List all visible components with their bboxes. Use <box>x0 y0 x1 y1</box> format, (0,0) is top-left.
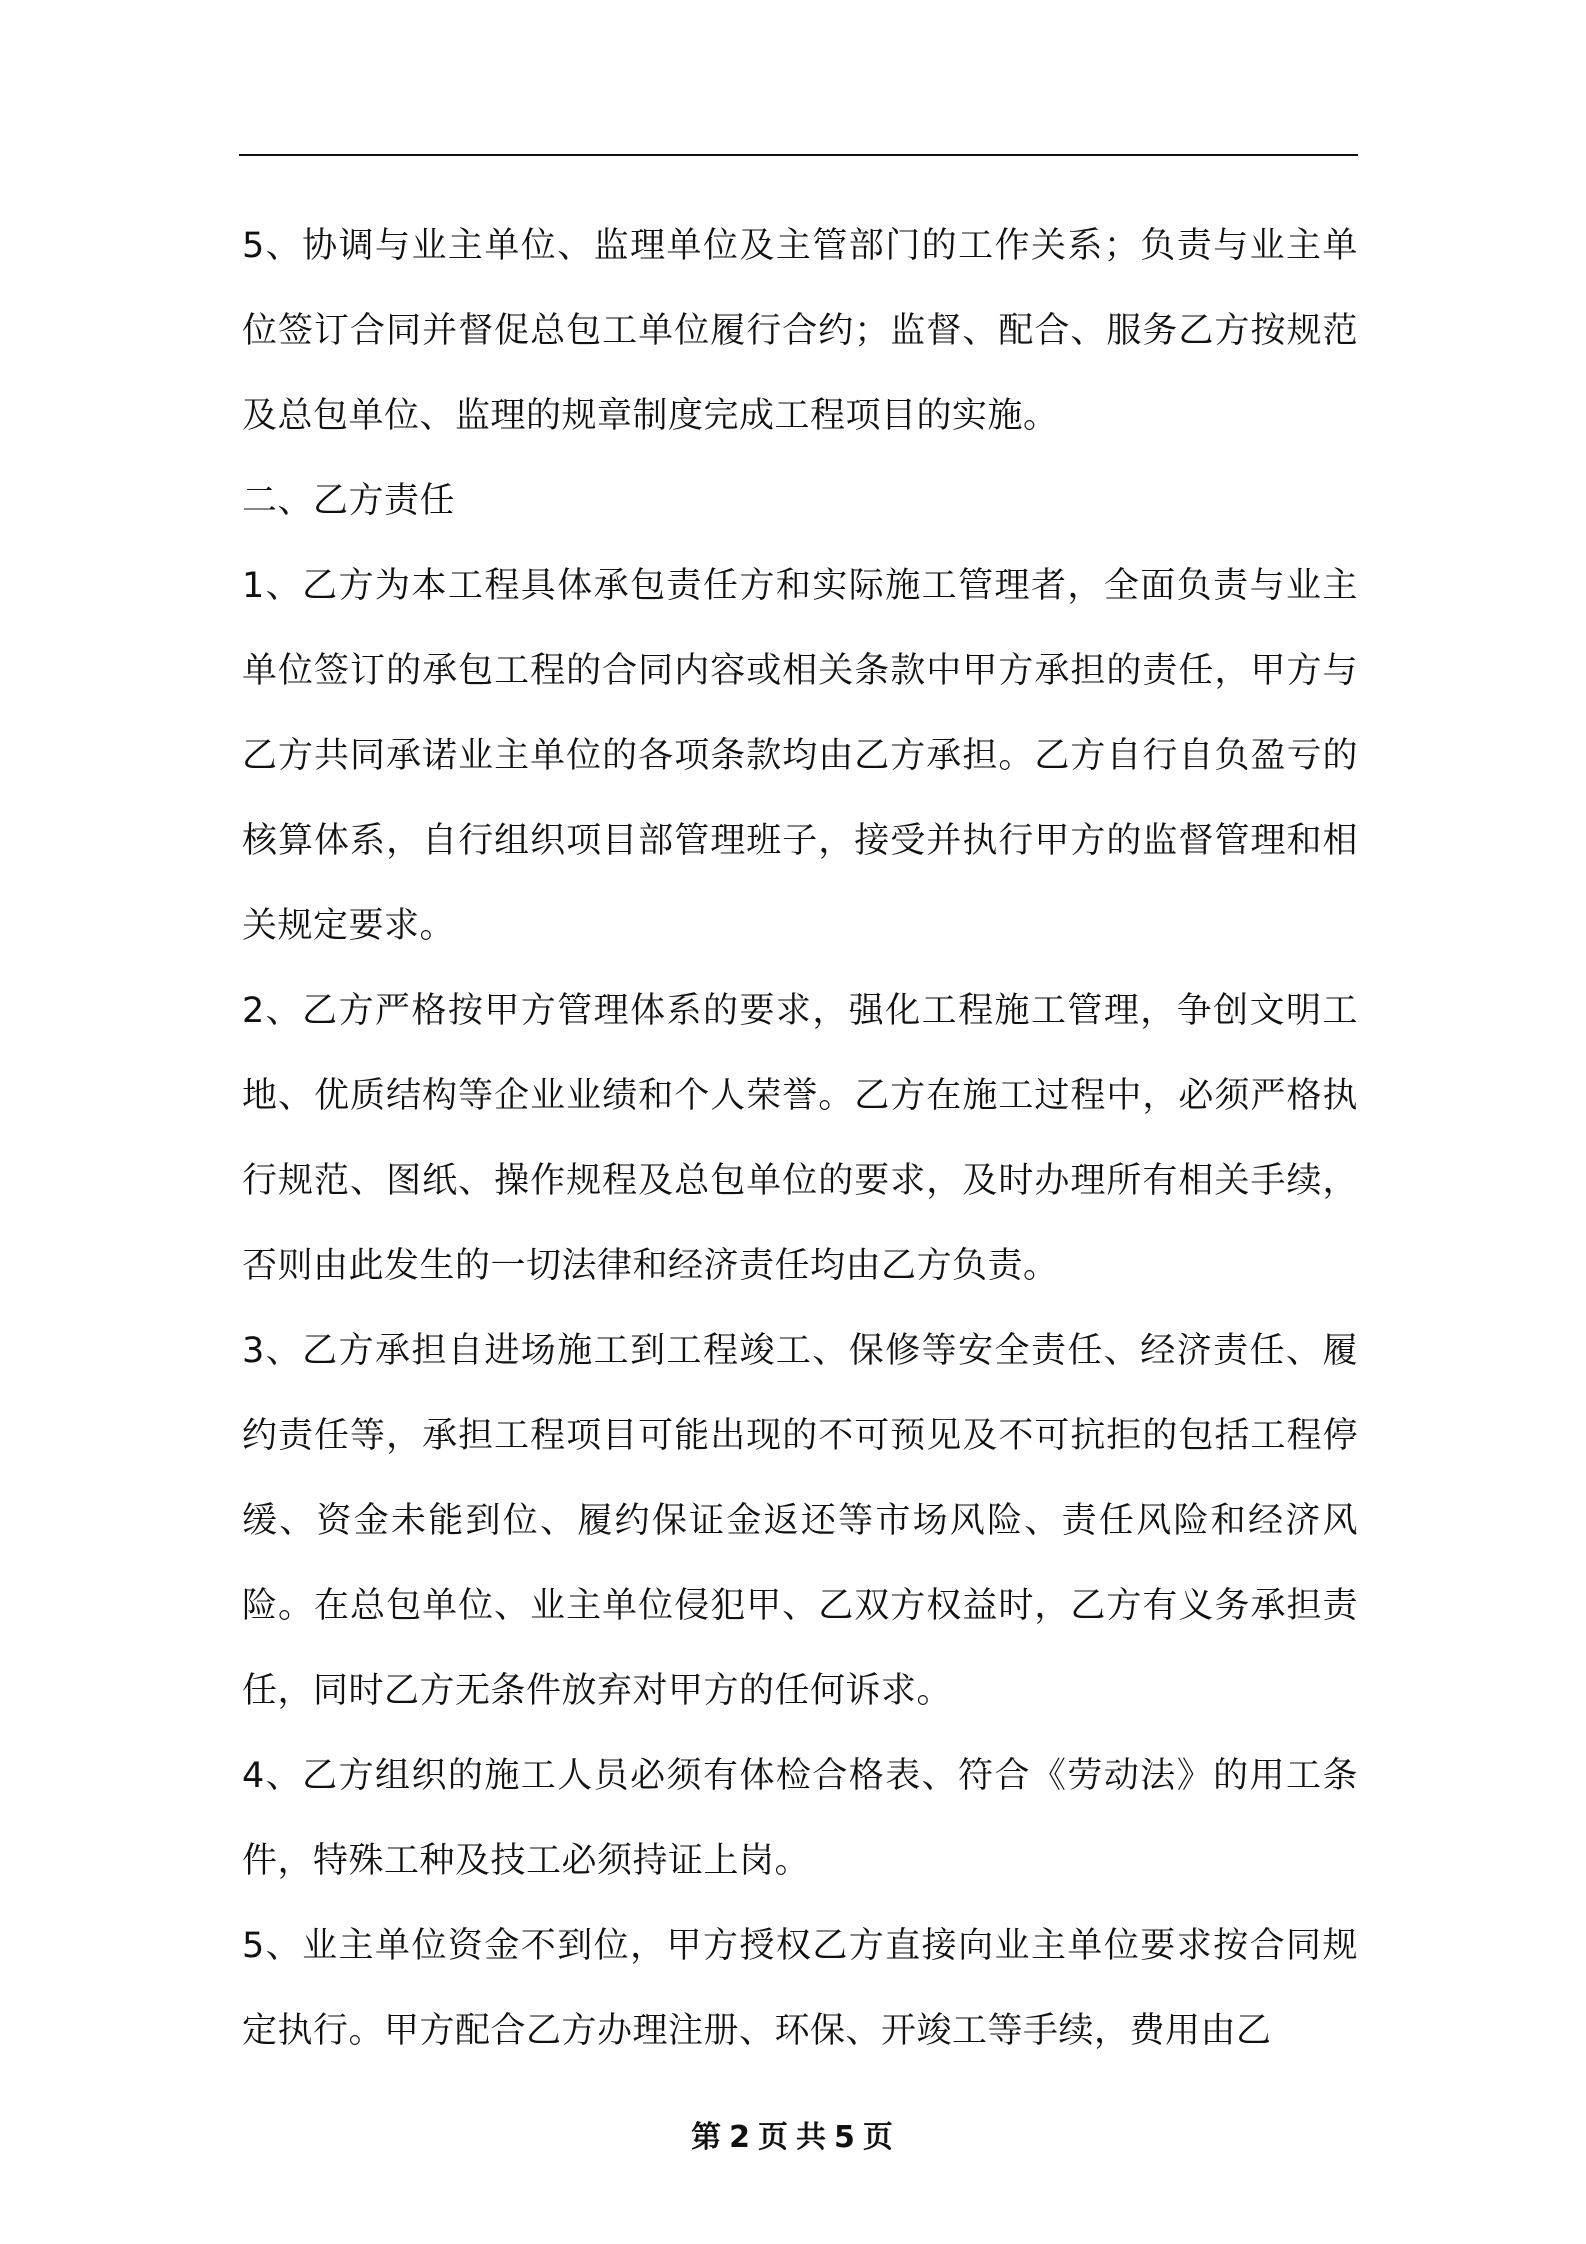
paragraph-clause-1: 1、乙方为本工程具体承包责任方和实际施工管理者，全面负责与业主单位签订的承包工程的合同内容或相关条款中甲方承担的责任，甲方与乙方共同承诺业主单位的各项条款均由乙方承担。乙方自行自负盈亏的核算体系，自行组织项目部管理班子，接受并执行甲方的监督管理和相关规定要求。 <box>242 566 1358 946</box>
footer-total-pages: 5 <box>834 2120 857 2155</box>
footer-current-page: 2 <box>729 2120 752 2155</box>
footer-page-word: 页 <box>758 2120 790 2155</box>
footer-prefix: 第 <box>691 2120 724 2155</box>
paragraph-clause-4: 4、乙方组织的施工人员必须有体检合格表、符合《劳动法》的用工条件，特殊工种及技工必须持证上岗。 <box>242 1756 1358 1881</box>
footer-total-prefix: 共 <box>796 2120 828 2155</box>
paragraph-clause-5: 5、业主单位资金不到位，甲方授权乙方直接向业主单位要求按合同规定执行。甲方配合乙方办理注册、环保、开竣工等手续，费用由乙 <box>242 1926 1358 2051</box>
header-rule <box>239 154 1358 156</box>
paragraph-clause-3: 3、乙方承担自进场施工到工程竣工、保修等安全责任、经济责任、履约责任等，承担工程项目可能出现的不可预见及不可抗拒的包括工程停缓、资金未能到位、履约保证金返还等市场风险、责任风险和经济风险。在总包单位、业主单位侵犯甲、乙双方权益时，乙方有义务承担责任，同时乙方无条件放弃对甲方的任何诉求。 <box>242 1331 1358 1711</box>
page-number-footer <box>0 2112 1586 2156</box>
paragraph-item-5-continued: 5、协调与业主单位、监理单位及主管部门的工作关系；负责与业主单位签订合同并督促总包工单位履行合约；监督、配合、服务乙方按规范及总包单位、监理的规章制度完成工程项目的实施。 <box>242 226 1358 436</box>
footer-page-word-2: 页 <box>862 2120 895 2155</box>
paragraph-clause-2: 2、乙方严格按甲方管理体系的要求，强化工程施工管理，争创文明工地、优质结构等企业业绩和个人荣誉。乙方在施工过程中，必须严格执行规范、图纸、操作规程及总包单位的要求，及时办理所有相关手续，否则由此发生的一切法律和经济责任均由乙方负责。 <box>242 991 1358 1286</box>
document-body <box>242 204 1358 2074</box>
section-heading-party-b-responsibility: 二、乙方责任 <box>242 481 456 521</box>
